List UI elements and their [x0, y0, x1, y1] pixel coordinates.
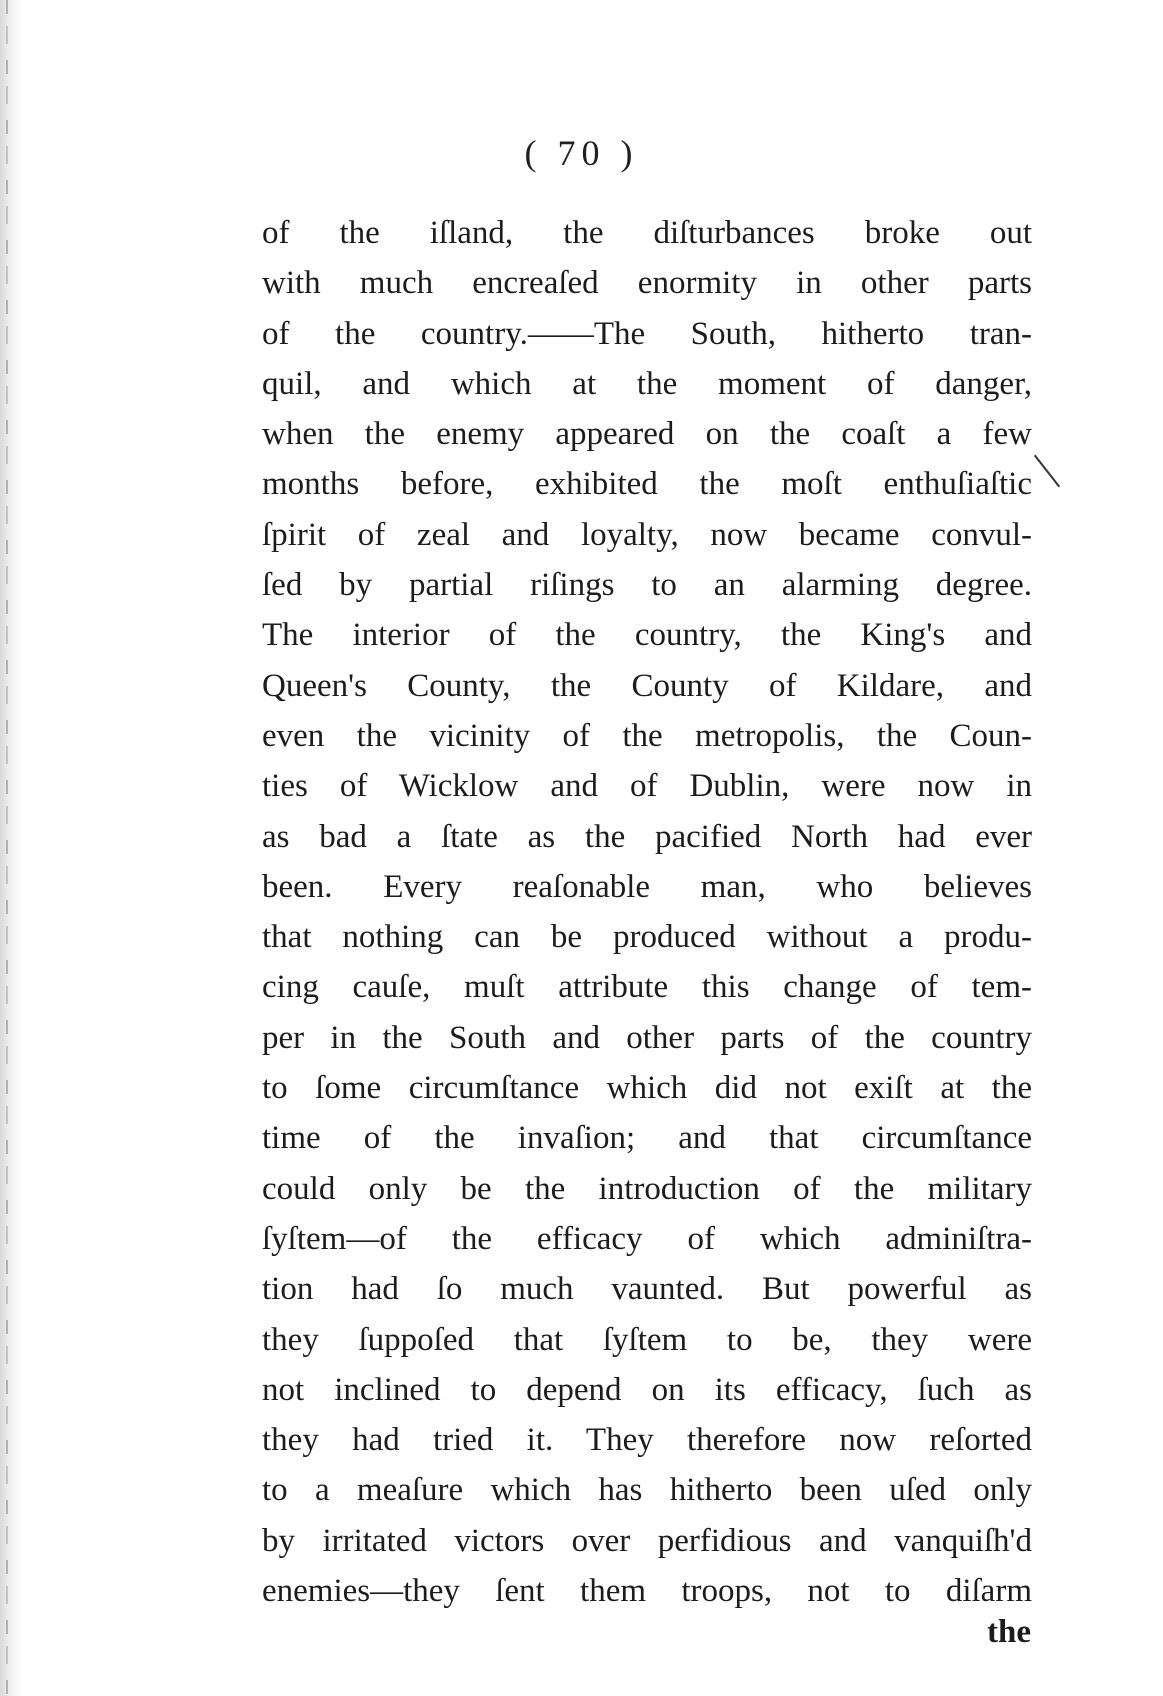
- text-line: to a meaſure which has hitherto been uſed only: [262, 1472, 1032, 1509]
- text-line: by irritated victors over perfidious and vanquiſh'd: [262, 1522, 1032, 1559]
- text-line: they had tried it. They therefore now reſorted: [262, 1422, 1032, 1459]
- text-line: ſpirit of zeal and loyalty, now became convul-: [262, 516, 1032, 553]
- text-line: to ſome circumſtance which did not exiſt at the: [262, 1070, 1032, 1107]
- text-line: per in the South and other parts of the country: [262, 1019, 1032, 1056]
- page-number: ( 70 ): [524, 133, 639, 173]
- body-text: [262, 208, 1032, 1616]
- text-line: not inclined to depend on its efficacy, ſuch as: [262, 1371, 1032, 1408]
- text-line: been. Every reaſonable man, who believes: [262, 868, 1032, 905]
- text-line: could only be the introduction of the military: [262, 1170, 1032, 1207]
- text-line: months before, exhibited the moſt enthuſiaſtic: [262, 466, 1032, 503]
- text-line: ſed by partial riſings to an alarming degree.: [262, 567, 1032, 604]
- text-line: of the country.——The South, hitherto tran-: [262, 315, 1032, 352]
- catchword: the: [987, 1614, 1031, 1650]
- text-line: with much encreaſed enormity in other parts: [262, 265, 1032, 302]
- text-line: time of the invaſion; and that circumſtance: [262, 1120, 1032, 1157]
- text-line: enemies—they ſent them troops, not to diſarm: [262, 1573, 1032, 1610]
- text-line: quil, and which at the moment of danger,: [262, 365, 1032, 402]
- text-line: The interior of the country, the King's and: [262, 617, 1032, 654]
- text-line: as bad a ſtate as the pacified North had ever: [262, 818, 1032, 855]
- text-line: that nothing can be produced without a produ-: [262, 919, 1032, 956]
- text-line: tion had ſo much vaunted. But powerful as: [262, 1271, 1032, 1308]
- text-line: even the vicinity of the metropolis, the Coun-: [262, 717, 1032, 754]
- text-line: of the iſland, the diſturbances broke out: [262, 215, 1032, 251]
- text-line: Queen's County, the County of Kildare, and: [262, 667, 1032, 704]
- text-line: when the enemy appeared on the coaſt a few: [262, 416, 1032, 453]
- text-line: ſyſtem—of the efficacy of which adminiſtra-: [262, 1220, 1032, 1257]
- text-line: they ſuppoſed that ſyſtem to be, they were: [262, 1321, 1032, 1358]
- text-line: cing cauſe, muſt attribute this change of tem-: [262, 969, 1032, 1006]
- margin-pencil-mark: [1034, 455, 1060, 488]
- text-line: ties of Wicklow and of Dublin, were now in: [262, 768, 1032, 805]
- page-binding-edge: [0, 0, 26, 1696]
